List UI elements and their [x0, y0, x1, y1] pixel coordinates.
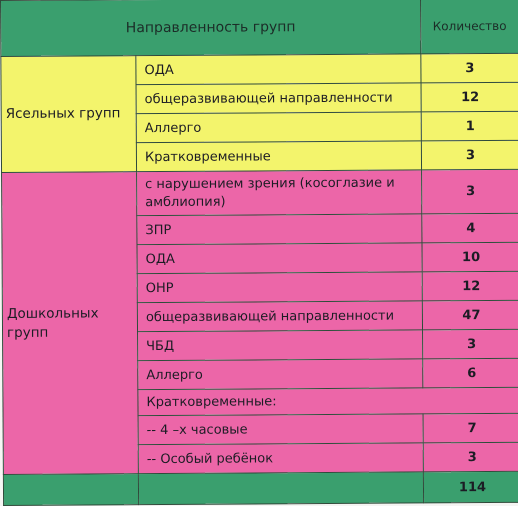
- row-name: ОДА: [137, 243, 422, 274]
- row-name: общеразвивающей направленности: [136, 83, 421, 114]
- row-count: 47: [422, 300, 518, 330]
- row-count: 3: [423, 329, 518, 359]
- total-count: 114: [423, 471, 518, 503]
- row-count: 3: [423, 442, 518, 472]
- row-name: -- 4 –х часовые: [138, 414, 423, 445]
- row-name: ЗПР: [137, 214, 422, 245]
- row-count: 4: [422, 213, 518, 243]
- row-count: 12: [422, 271, 518, 301]
- row-count: 3: [421, 140, 518, 170]
- row-name: Кратковременные: [136, 141, 421, 172]
- row-name: ЧБД: [138, 330, 423, 361]
- row-count: 6: [423, 358, 518, 388]
- row-count: 3: [422, 169, 518, 214]
- preschool-group-label: Дошкольных групп: [2, 172, 139, 475]
- row-count: 10: [422, 242, 518, 272]
- short-term-label: Кратковременные:: [138, 387, 518, 415]
- header-direction: Направленность групп: [1, 0, 421, 56]
- row-count: 12: [421, 82, 518, 112]
- row-name: ОНР: [137, 272, 422, 303]
- table-row: [1, 53, 518, 85]
- row-name: Аллерго: [138, 359, 423, 390]
- total-row: [3, 471, 518, 505]
- row-name: Аллерго: [136, 112, 421, 143]
- row-count: 3: [421, 53, 518, 83]
- row-name: общеразвивающей направленности: [137, 301, 422, 332]
- row-count: 1: [421, 111, 518, 141]
- row-name: с нарушением зрения (косоглазие и амблиопия): [137, 170, 422, 216]
- row-name: -- Особый ребёнок: [138, 443, 423, 474]
- total-empty-cell: [3, 474, 138, 506]
- row-name: ОДА: [136, 54, 421, 85]
- header-count: Количество: [420, 0, 518, 54]
- row-count: 7: [423, 413, 518, 443]
- header-row: [1, 0, 518, 56]
- table-row: [2, 169, 518, 216]
- nursery-group-label: Ясельных групп: [1, 56, 137, 173]
